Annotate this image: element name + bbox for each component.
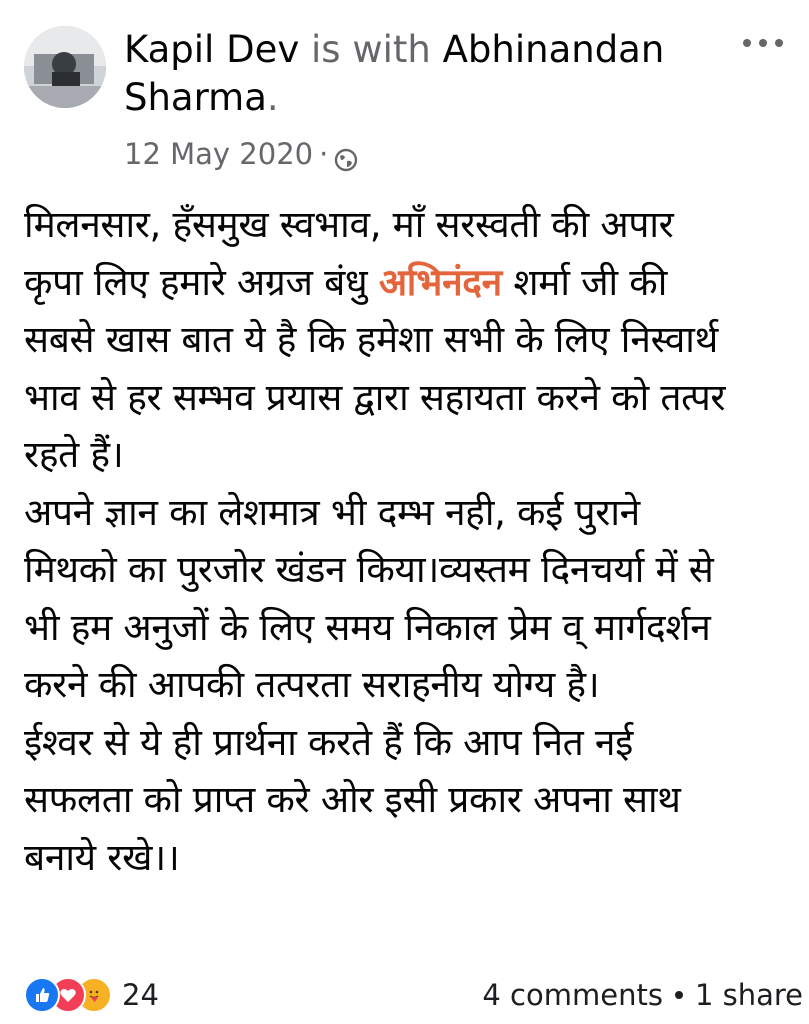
- shares-count[interactable]: 1 share: [694, 978, 803, 1012]
- post-text-part1: मिलनसार, हँसमुख स्वभाव, माँ सरस्वती की अपार कृपा लिए हमारे अग्रज बंधु: [24, 203, 674, 304]
- post-text-part2: शर्मा जी की सबसे खास बात ये है कि हमेशा सभी के लिए निस्वार्थ भाव से हर सम्भव प्रयास द्वारा सहायता करने को तत्पर रहते हैं। अपने ज्ञान का लेशमात्र भी दम्भ नही, कई पुराने मिथको का पुरजोर खंडन किया।व्यस्तम दिनचर्या में से भी हम अनुजों के लिए समय निकाल प्रेम व् मार्गदर्शन करने की आपकी तत्परता सराहनीय योग्य है। ईश्वर से ये ही प्रार्थना करते हैं कि आप नित नई सफलता को प्राप्त करे ओर इसी प्रकार अपना साथ बनाये रखे।।: [24, 260, 726, 879]
- post-header: [0, 0, 809, 180]
- like-icon: [24, 977, 60, 1013]
- comments-count[interactable]: 4 comments: [482, 978, 663, 1012]
- mention-link[interactable]: अभिनंदन: [378, 260, 502, 304]
- post-footer: [0, 970, 809, 1020]
- tagged-person-name[interactable]: Abhinandan Sharma: [124, 28, 665, 119]
- more-dot: [759, 39, 767, 47]
- post-meta: [124, 134, 358, 174]
- reaction-count[interactable]: 24: [122, 978, 159, 1012]
- post-date[interactable]: 12 May 2020: [124, 137, 314, 171]
- more-dot: [775, 39, 783, 47]
- reactions-summary[interactable]: [24, 970, 159, 1020]
- more-dot: [743, 39, 751, 47]
- stats-separator: [675, 991, 683, 999]
- globe-icon: [334, 142, 358, 166]
- end-punctuation: .: [266, 76, 279, 119]
- engagement-stats: [482, 970, 803, 1020]
- post-text: [24, 196, 809, 886]
- author-name[interactable]: Kapil Dev: [124, 28, 300, 71]
- post-author-line: [124, 26, 684, 122]
- more-options-icon[interactable]: [743, 28, 783, 58]
- with-text: is with: [299, 28, 443, 71]
- avatar[interactable]: [24, 26, 106, 108]
- meta-separator: ·: [319, 137, 329, 171]
